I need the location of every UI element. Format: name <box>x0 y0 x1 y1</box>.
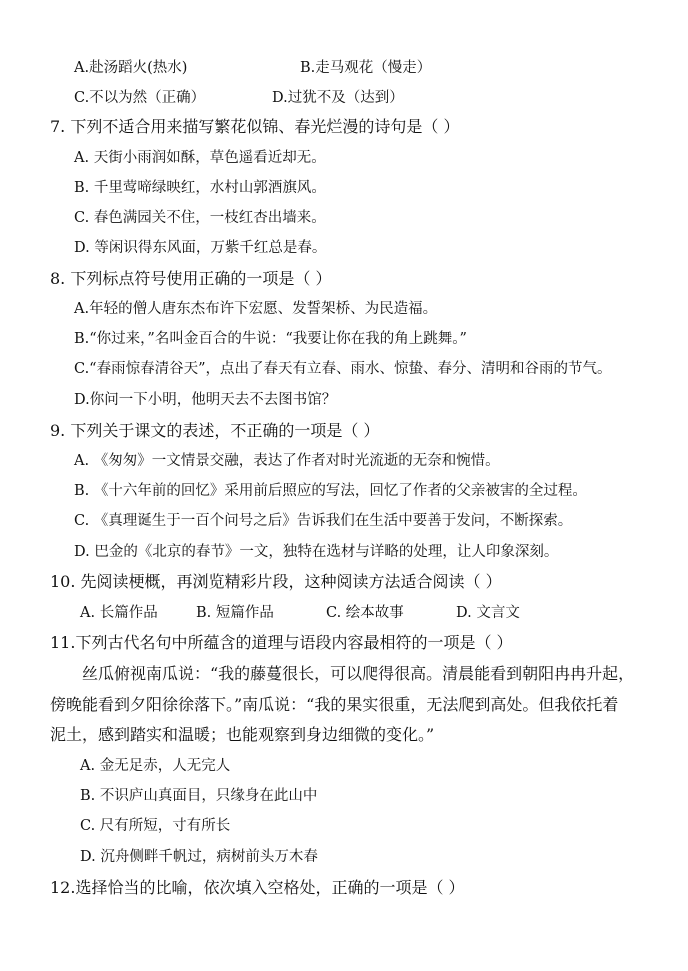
q8-option-a: A.年轻的僧人唐东杰布许下宏愿、发誓架桥、为民造福。 <box>74 301 438 317</box>
q6-option-c: C.不以为然（正确） <box>74 90 206 106</box>
q11-passage-line-2: 傍晚能看到夕阳徐徐落下。”南瓜说：“我的果实很重，无法爬到高处。但我依托着 <box>50 695 619 714</box>
q11-passage-line-3: 泥土，感到踏实和温暖；也能观察到身边细微的变化。” <box>50 725 435 744</box>
q7-option-b: B. 千里莺啼绿映红，水村山郭酒旗风。 <box>74 180 326 196</box>
q10-option-a: A. 长篇作品 <box>80 605 158 621</box>
q7-option-a: A. 天街小雨润如酥，草色遥看近却无。 <box>74 150 326 166</box>
q8-option-d: D.你问一下小明，他明天去不去图书馆？ <box>74 392 337 408</box>
q11-passage-line-1: 丝瓜俯视南瓜说：“我的藤蔓很长，可以爬得很高。清晨能看到朝阳冉冉升起， <box>82 664 635 683</box>
q11-option-b: B. 不识庐山真面目，只缘身在此山中 <box>80 788 318 804</box>
q9-option-a: A. 《匆匆》一文情景交融，表达了作者对时光流逝的无奈和惋惜。 <box>74 453 500 469</box>
q10-option-c: C. 绘本故事 <box>326 605 404 621</box>
q7-option-c: C. 春色满园关不住，一枝红杏出墙来。 <box>74 210 326 226</box>
q8-option-b: B.“你过来，”名叫金百合的牛说：“我要让你在我的角上跳舞。” <box>74 331 467 347</box>
q11-option-d: D. 沉舟侧畔千帆过，病树前头万木春 <box>80 849 318 865</box>
q6-option-d: D.过犹不及（达到） <box>272 90 404 106</box>
q9-stem: 9. 下列关于课文的表述，不正确的一项是（ ） <box>50 421 380 440</box>
q8-option-c: C.“春雨惊春清谷天”，点出了春天有立春、雨水、惊蛰、春分、清明和谷雨的节气。 <box>74 361 612 377</box>
q10-option-b: B. 短篇作品 <box>196 605 274 621</box>
q7-stem: 7. 下列不适合用来描写繁花似锦、春光烂漫的诗句是（ ） <box>50 117 460 136</box>
q11-option-c: C. 尺有所短，寸有所长 <box>80 818 231 834</box>
q12-stem: 12.选择恰当的比喻，依次填入空格处，正确的一项是（ ） <box>50 878 465 897</box>
q6-option-a: A.赴汤蹈火(热水) <box>74 60 188 76</box>
q6-option-b: B.走马观花（慢走） <box>300 60 432 76</box>
q9-option-b: B. 《十六年前的回忆》采用前后照应的写法，回忆了作者的父亲被害的全过程。 <box>74 483 587 499</box>
q10-stem: 10. 先阅读梗概，再浏览精彩片段，这种阅读方法适合阅读（ ） <box>50 572 502 591</box>
q11-stem: 11.下列古代名句中所蕴含的道理与语段内容最相符的一项是（ ） <box>50 633 513 652</box>
q10-option-d: D. 文言文 <box>456 605 520 621</box>
q7-option-d: D. 等闲识得东风面，万紫千红总是春。 <box>74 240 327 256</box>
q9-option-c: C. 《真理诞生于一百个问号之后》告诉我们在生活中要善于发问，不断探索。 <box>74 513 573 529</box>
q8-stem: 8. 下列标点符号使用正确的一项是（ ） <box>50 269 332 288</box>
q11-option-a: A. 金无足赤，人无完人 <box>80 758 231 774</box>
q9-option-d: D. 巴金的《北京的春节》一文，独特在选材与详略的处理，让人印象深刻。 <box>74 544 559 560</box>
